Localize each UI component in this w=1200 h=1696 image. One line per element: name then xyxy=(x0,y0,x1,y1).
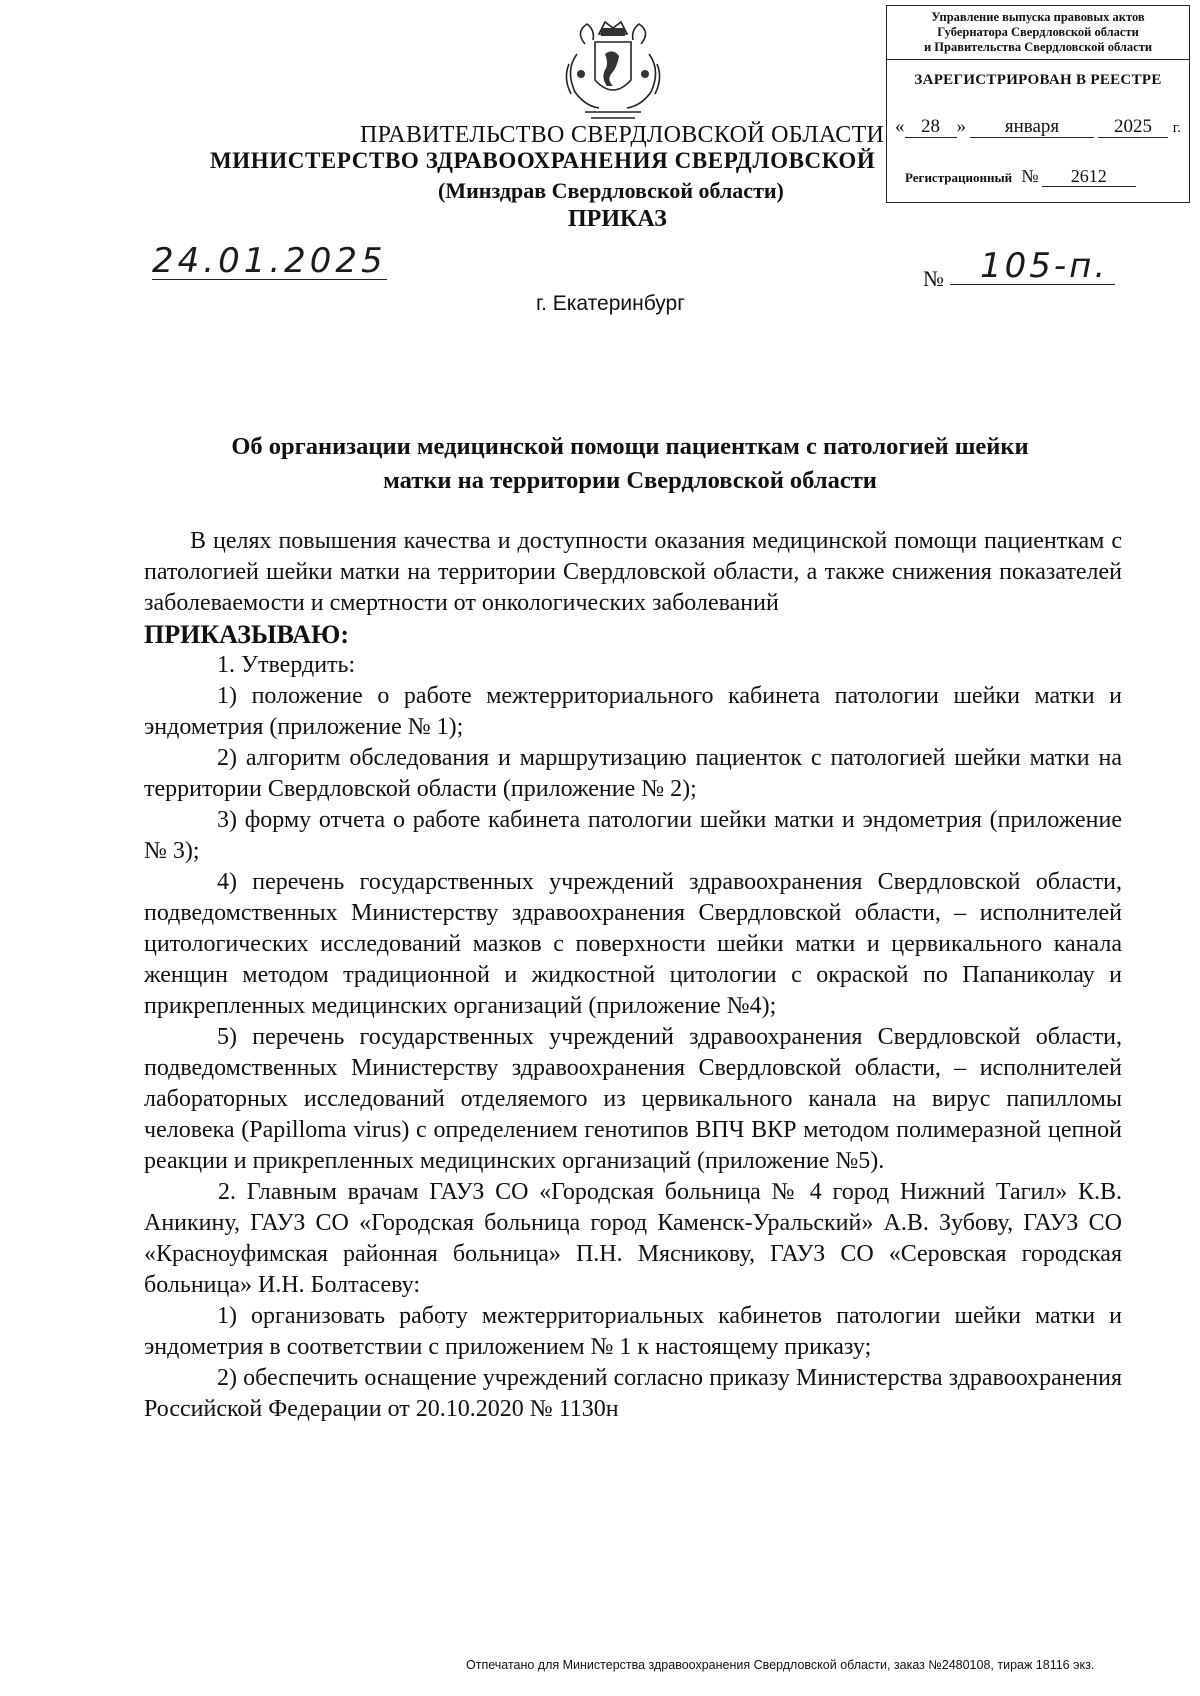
stamp-month: января xyxy=(970,117,1094,138)
government-name: ПРАВИТЕЛЬСТВО СВЕРДЛОВСКОЙ ОБЛАСТИ xyxy=(360,122,885,148)
paragraph-1-2: 2) алгоритм обследования и маршрутизацию пациенток с патологией шейки матки на территории Свердловской области (приложение № 2); xyxy=(144,745,1122,802)
paragraph-1-4: 4) перечень государственных учреждений здравоохранения Свердловской области, подведомственных Министерству здравоохранения Свердловской области, – исполнителей цитологических исследований мазков с поверхности шейки матки и цервикального канала женщин методом традиционной и жидкостной цитологии с окраской по Папаниколау и прикрепленных медицинских организаций (приложение №4); xyxy=(144,869,1122,1019)
paragraph-1-3: 3) форму отчета о работе кабинета патологии шейки матки и эндометрия (приложение № 3); xyxy=(144,807,1122,864)
ministry-name: МИНИСТЕРСТВО ЗДРАВООХРАНЕНИЯ СВЕРДЛОВСКОЙ xyxy=(210,148,876,173)
title-line: матки на территории Свердловской области xyxy=(383,467,877,494)
document-title xyxy=(170,430,1090,498)
stamp-header xyxy=(887,6,1189,60)
paragraph-2-1: 1) организовать работу межтерриториальных кабинетов патологии шейки матки и эндометрия в соответствии с приложением № 1 к настоящему приказу; xyxy=(144,1303,1122,1360)
stamp-year-suffix: г. xyxy=(1172,120,1181,136)
preamble: В целях повышения качества и доступности оказания медицинской помощи пациенткам с патологией шейки матки на территории Свердловской области, а также снижения показателей заболеваемости и смертности от онкологических заболеваний xyxy=(144,528,1122,616)
order-number-label: № xyxy=(923,266,944,291)
title-line: Об организации медицинской помощи пациенткам с патологией шейки xyxy=(231,433,1029,460)
registration-stamp xyxy=(886,5,1190,203)
paragraph-2: 2. Главным врачам ГАУЗ СО «Городская больница № 4 город Нижний Тагил» К.В. Аникину, ГАУЗ СО «Городская больница город Каменск-Уральский» А.В. Зубову, ГАУЗ СО «Красноуфимская районная больница» П.Н. Мясникову, ГАУЗ СО «Серовская городская больница» И.Н. Болтасеву: xyxy=(144,1179,1122,1298)
paragraph-1: 1. Утвердить: xyxy=(217,652,356,678)
stamp-reg-number: 2612 xyxy=(1042,166,1136,187)
stamp-reg-label: Регистрационный xyxy=(905,170,1013,185)
stamp-no-sign: № xyxy=(1021,166,1039,186)
stamp-day: 28 xyxy=(905,117,957,138)
paragraph-1-5: 5) перечень государственных учреждений здравоохранения Свердловской области, подведомственных Министерству здравоохранения Свердловской области, – исполнителей лабораторных исследований отделяемого из цервикального канала на вирус папилломы человека (Papilloma virus) с определением генотипов ВПЧ ВКР методом полимеразной цепной реакции и прикрепленных медицинских организаций (приложение №5). xyxy=(144,1024,1122,1174)
order-word: ПРИКАЗЫВАЮ: xyxy=(144,620,349,649)
print-footer: Отпечатано для Министерства здравоохранения Свердловской области, заказ №2480108, тираж 18116 экз. xyxy=(466,1658,1095,1672)
handwritten-date: 24.01.2025 xyxy=(152,241,387,281)
coat-of-arms-icon xyxy=(555,14,671,124)
ministry-short-name: (Минздрав Свердловской области) xyxy=(438,178,784,203)
stamp-number xyxy=(905,166,1185,187)
city: г. Екатеринбург xyxy=(536,292,685,315)
stamp-date: « 28 » января 2025 г. xyxy=(895,116,1181,137)
handwritten-order-number: 105-п. xyxy=(980,246,1109,286)
document-body xyxy=(144,526,1122,1425)
stamp-year: 2025 xyxy=(1098,117,1168,138)
document-type: ПРИКАЗ xyxy=(568,206,667,232)
stamp-registered-label: ЗАРЕГИСТРИРОВАН В РЕЕСТРЕ xyxy=(914,72,1162,88)
stamp-head-line: Губернатора Свердловской области xyxy=(937,25,1139,39)
paragraph-1-1: 1) положение о работе межтерриториального кабинета патологии шейки матки и эндометрия (приложение № 1); xyxy=(144,683,1122,740)
paragraph-2-2: 2) обеспечить оснащение учреждений согласно приказу Министерства здравоохранения Российской Федерации от 20.10.2020 № 1130н xyxy=(144,1365,1122,1422)
stamp-head-line: Управление выпуска правовых актов xyxy=(931,10,1145,24)
stamp-head-line: и Правительства Свердловской области xyxy=(923,40,1153,54)
